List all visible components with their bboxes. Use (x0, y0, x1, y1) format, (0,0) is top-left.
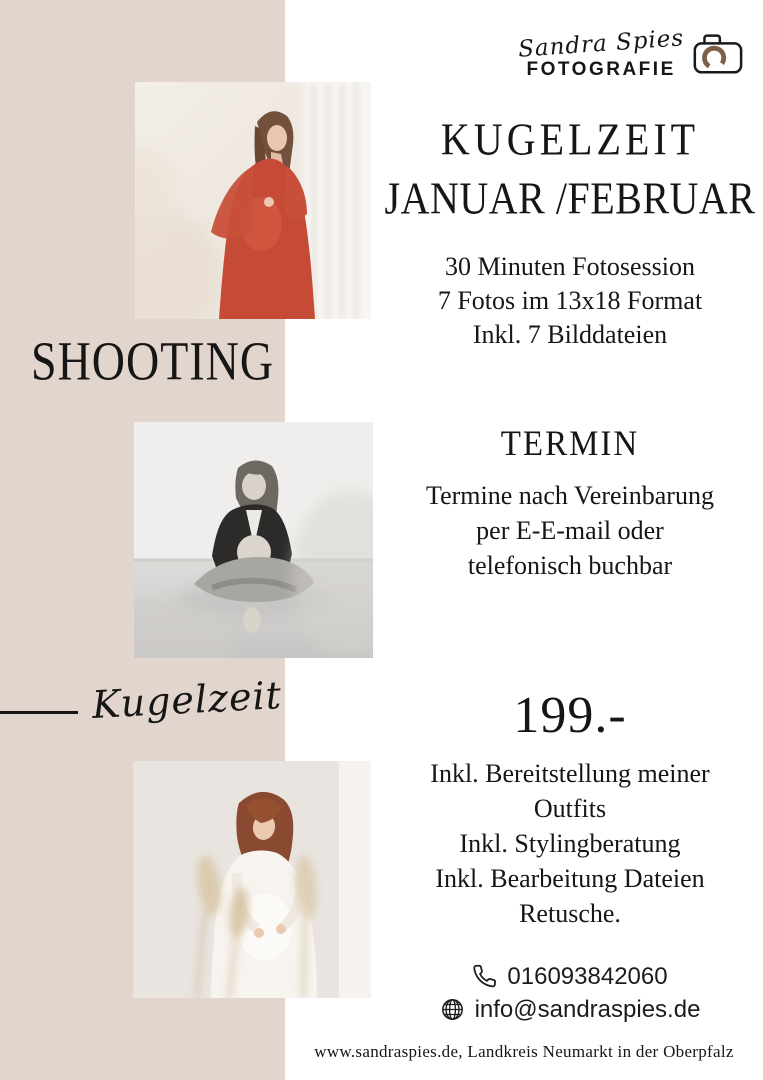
termin-line: telefonisch buchbar (467, 551, 673, 580)
termin-heading: TERMIN (500, 424, 640, 464)
globe-icon (440, 997, 465, 1022)
shooting-title: SHOOTING (31, 330, 275, 392)
hero-subtitle: JANUAR /FEBRUAR (384, 172, 756, 224)
price: 199.- (513, 687, 627, 744)
include-line: Outfits (533, 794, 607, 823)
phone-icon (472, 964, 497, 989)
photo-white-lace-illustration (133, 761, 371, 998)
photo-red-dress-illustration (135, 82, 371, 319)
session-line: 7 Fotos im 13x18 Format (437, 286, 703, 315)
contact-email-row (377, 993, 763, 1026)
brand-name-script: Sandra Spies (517, 24, 685, 63)
include-line: Inkl. Stylingberatung (459, 829, 681, 858)
hero-title: KUGELZEIT (440, 113, 700, 165)
include-line: Retusche. (519, 899, 621, 928)
phone-number: 016093842060 (507, 962, 668, 990)
contact-phone-row (377, 960, 763, 993)
kugelzeit-script-label: Kugelzeit (90, 673, 283, 727)
photo-red-dress (135, 82, 371, 319)
session-line: 30 Minuten Fotosession (445, 252, 695, 281)
price-includes (377, 756, 763, 931)
photo-black-white-illustration (134, 422, 373, 658)
include-line: Inkl. Bearbeitung Dateien (435, 864, 705, 893)
email-address: info@sandraspies.de (474, 995, 701, 1023)
include-line: Inkl. Bereitstellung meiner (430, 759, 710, 788)
termin-details (377, 478, 763, 583)
termin-line: per E-E-mail oder (476, 516, 664, 545)
photo-black-white-sitting (134, 422, 373, 658)
decorative-line (0, 711, 78, 714)
brand-logo (518, 26, 718, 85)
contact-block (377, 960, 763, 1026)
brand-logo-text (517, 24, 685, 81)
session-details (377, 250, 763, 352)
photo-white-lace-dress (133, 761, 371, 998)
camera-icon (688, 26, 746, 85)
brand-wordmark: FOTOGRAFIE (526, 58, 676, 80)
termin-line: Termine nach Vereinbarung (426, 481, 714, 510)
session-line: Inkl. 7 Bilddateien (472, 320, 668, 349)
footer-text: www.sandraspies.de, Landkreis Neumarkt in der Oberpfalz (314, 1042, 734, 1061)
